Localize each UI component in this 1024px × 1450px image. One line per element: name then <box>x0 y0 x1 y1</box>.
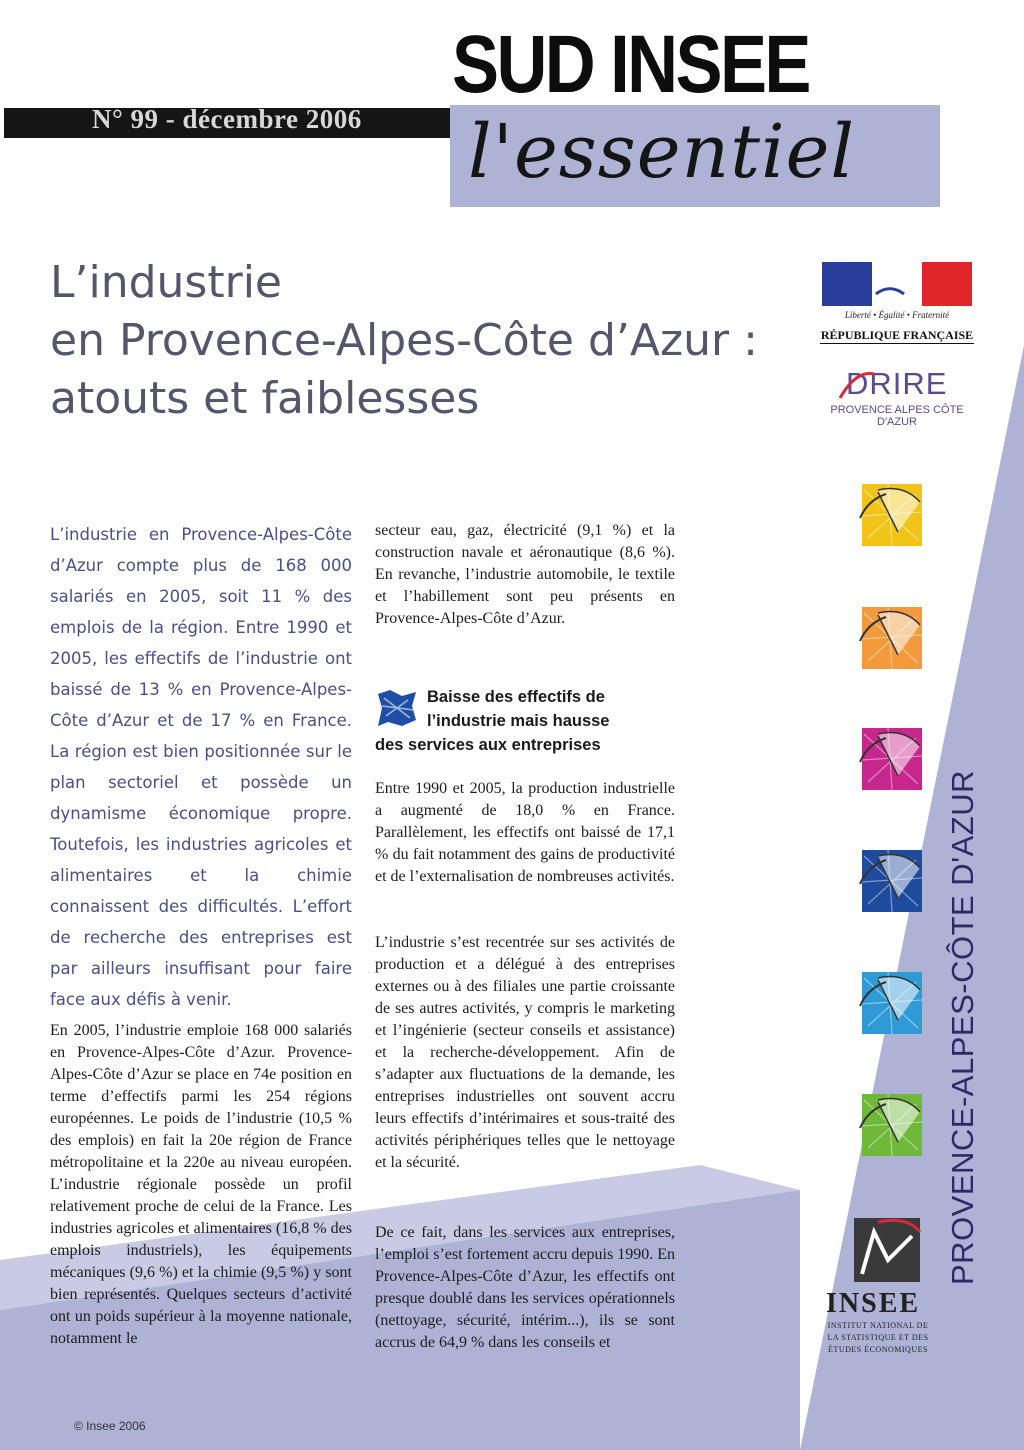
section-heading-line-1: Baisse des effectifs de <box>427 688 605 706</box>
headline-line-2: en Provence-Alpes-Côte d’Azur : <box>50 315 758 366</box>
colored-tile <box>858 724 924 794</box>
colored-tile <box>858 846 924 916</box>
body-paragraph-4: L’industrie s’est recentrée sur ses activités de production et a délégué à des entreprises externes ou à des filiales une partie croissante de ses autres activités, y compris le marketing et l’ingénierie (secteur conseils et assistance) et la recherche-développement. Afin de s’adapter aux fluctuations de la demande, les entreprises industrielles ont souvent accru leurs effectifs d’intérimaires et sous-traité des activités périphériques telles que le nettoyage et la sécurité. <box>375 934 675 1171</box>
drire-logo: DRIRE <box>846 366 948 401</box>
republic-flag-logo <box>822 262 972 306</box>
section-heading <box>375 685 675 757</box>
section-heading-line-2: l’industrie mais hausse <box>427 712 610 730</box>
colored-tile <box>858 1090 924 1160</box>
body-paragraph-2: secteur eau, gaz, électricité (9,1 %) et la construction navale et aéronautique (8,6 %). En revanche, l’industrie automobile, le textile et l’habillement sont peu présents en Provence-Alpes-Côte d’Azur. <box>375 522 675 627</box>
section-heading-line-3: des services aux entreprises <box>375 736 601 754</box>
drire-subtitle: PROVENCE ALPES CÔTE D'AZUR <box>830 404 964 428</box>
masthead-title: SUD INSEE <box>452 19 809 110</box>
body-paragraph-1: En 2005, l’industrie emploie 168 000 salariés en Provence-Alpes-Côte d’Azur. Provence-Alpes-Côte d’Azur se place en 74e position en terme d’effectifs parmi les 254 régions européennes. Le poids de l’industrie (10,5 % des emplois) en fait la 20e région de France métropolitaine et la 220e au niveau européen. L’industrie régionale possède un profil relativement proche de celui de la France. Les industries agricoles et alimentaires (16,8 % des emplois industriels), les équipements mécaniques (9,6 %) et la chimie (9,5 %) y sont bien représentés. Quelques secteurs d’activité ont un poids supérieur à la moyenne nationale, notamment le <box>50 1022 352 1347</box>
republic-motto: Liberté • Égalité • Fraternité <box>844 310 950 320</box>
colored-tile <box>858 603 924 673</box>
page-title <box>50 254 790 428</box>
region-vertical-label: PROVENCE-ALPES-CÔTE D'AZUR <box>945 770 980 1285</box>
masthead-subtitle: l'essentiel <box>468 109 856 195</box>
drire-swoosh-icon <box>836 366 876 402</box>
insee-logo-name: INSEE <box>826 1288 921 1319</box>
issue-number: N° 99 - décembre 2006 <box>92 104 362 134</box>
insee-logo-subtitle: INSTITUT NATIONAL DE LA STATISTIQUE ET DES ÉTUDES ÉCONOMIQUES <box>827 1321 929 1354</box>
insee-logo-icon <box>848 1212 926 1292</box>
colored-tile <box>858 480 924 550</box>
headline-line-1: L’industrie <box>50 257 282 308</box>
copyright: © Insee 2006 <box>74 1419 146 1433</box>
marianne-profile-icon <box>852 268 942 304</box>
colored-tile <box>858 968 924 1038</box>
republic-name: RÉPUBLIQUE FRANÇAISE <box>820 328 974 342</box>
headline-line-3: atouts et faiblesses <box>50 373 480 424</box>
body-paragraph-3: Entre 1990 et 2005, la production industrielle a augmenté de 18,0 % en France. Parallèlement, les effectifs ont baissé de 17,1 % du fait notamment des gains de productivité et de l’externalisation de nombreuses activités. <box>375 780 675 885</box>
intro-paragraph: L’industrie en Provence-Alpes-Côte d’Azur compte plus de 168 000 salariés en 2005, soit 11 % des emplois de la région. Entre 1990 et 2005, les effectifs de l’industrie ont baissé de 13 % en Provence-Alpes-Côte d’Azur et de 17 % en France. La région est bien positionnée sur le plan sectoriel et possède un dynamisme économique propre. Toutefois, les industries agricoles et alimentaires et la chimie connaissent des difficultés. L’effort de recherche des entreprises est par ailleurs insuffisant pour faire face aux défis à venir. <box>50 525 352 1009</box>
body-paragraph-5: De ce fait, dans les services aux entreprises, l’emploi s’est fortement accru depuis 1990. En Provence-Alpes-Côte d’Azur, les effectifs ont presque doublé dans les services opérationnels (nettoyage, sécurité, intérim...), ils se sont accrus de 64,9 % dans les conseils et <box>375 1224 675 1351</box>
